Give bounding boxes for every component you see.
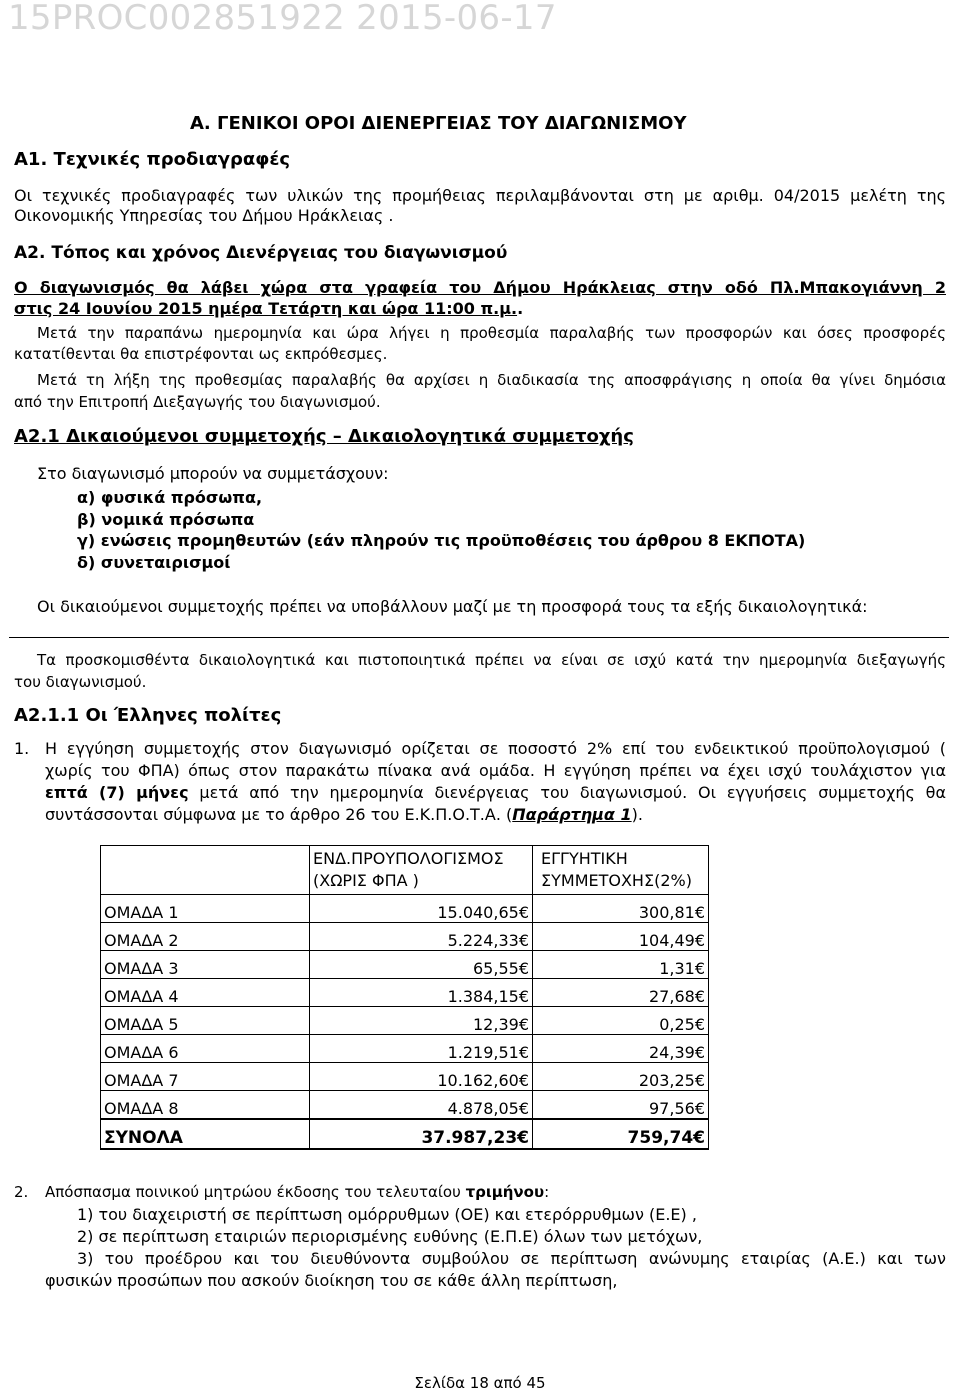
- guarantee-table-row: [101, 895, 709, 923]
- a21-item-supplier-unions: γ) ενώσεις προμηθευτών (εάν πληρούν τις προϋποθέσεις του άρθρου 8 ΕΚΠΟΤΑ): [77, 531, 806, 550]
- a211-item1-number: 1.: [14, 739, 30, 758]
- group-name-cell: ΟΜΑΔΑ 1: [101, 895, 310, 923]
- a2-venue-date: στις 24 Ιουνίου 2015 ημέρα Τετάρτη και ώρα 11:00 π.μ.: [14, 299, 518, 318]
- header-empty-cell: [101, 846, 310, 895]
- a21-docs-line: Οι δικαιούμενοι συμμετοχής πρέπει να υποβάλλουν μαζί με τη προσφορά τους τα εξής δικαιολογητικά:: [37, 597, 868, 616]
- guarantee-cell: 0,25€: [533, 1007, 709, 1035]
- budget-cell: 1.219,51€: [310, 1035, 533, 1063]
- a211-item1-line4: [45, 805, 643, 824]
- guarantee-table-total-row: [101, 1119, 709, 1149]
- a2-title: Α2. Τόπος και χρόνος Διενέργειας του διαγωνισμού: [14, 243, 508, 263]
- a211-item1-line3: [45, 783, 946, 802]
- budget-cell: 5.224,33€: [310, 923, 533, 951]
- a21-item-cooperatives: δ) συνεταιρισμοί: [77, 553, 231, 572]
- a21-validity-line2: του διαγωνισμού.: [14, 673, 147, 691]
- guarantee-table-row: [101, 1091, 709, 1120]
- header-guarantee: ΕΓΓΥΗΤΙΚΗ ΣΥΜΜΕΤΟΧΗΣ(2%): [533, 846, 709, 895]
- budget-cell: 10.162,60€: [310, 1063, 533, 1091]
- item2-intro-bold: τριμήνου: [465, 1183, 545, 1201]
- guarantee-cell: 1,31€: [533, 951, 709, 979]
- annex-1-link[interactable]: Παράρτημα 1: [512, 805, 632, 824]
- a21-validity-line1: Τα προσκομισθέντα δικαιολογητικά και πιστοποιητικά πρέπει να είναι σε ισχύ κατά την ημερομηνία διεξαγωγής: [37, 651, 946, 669]
- a211-item1-duration: επτά (7) μήνες: [45, 783, 189, 802]
- total-budget: 37.987,23€: [310, 1119, 533, 1149]
- group-name-cell: ΟΜΑΔΑ 7: [101, 1063, 310, 1091]
- a211-item1-line4-end: ).: [631, 805, 643, 824]
- a2-deadline-line2: κατατίθενται θα επιστρέφονται ως εκπρόθεσμες.: [14, 345, 388, 363]
- guarantee-table-row: [101, 1035, 709, 1063]
- group-name-cell: ΟΜΑΔΑ 8: [101, 1091, 310, 1120]
- group-name-cell: ΟΜΑΔΑ 4: [101, 979, 310, 1007]
- guarantee-cell: 24,39€: [533, 1035, 709, 1063]
- a21-item-natural-persons: α) φυσικά πρόσωπα,: [77, 488, 263, 507]
- a211-item1-line2: χωρίς του ΦΠΑ) όπως στον παρακάτω πίνακα ανά ομάδα. Η εγγύηση πρέπει να έχει ισχύ τουλάχιστον για: [45, 761, 946, 780]
- section-divider: [9, 637, 949, 638]
- a211-title: Α2.1.1 Οι Έλληνες πολίτες: [14, 705, 282, 726]
- item2-sub1: 1) του διαχειριστή σε περίπτωση ομόρρυθμων (ΟΕ) και ετερόρρυθμων (Ε.Ε) ,: [77, 1205, 697, 1224]
- a1-title: Α1. Τεχνικές προδιαγραφές: [14, 149, 291, 170]
- a21-item-legal-persons: β) νομικά πρόσωπα: [77, 510, 255, 529]
- group-name-cell: ΟΜΑΔΑ 5: [101, 1007, 310, 1035]
- guarantee-cell: 27,68€: [533, 979, 709, 1007]
- item2-sub3-line1: 3) του προέδρου και του διευθύνοντα συμβούλου σε περίπτωση ανώνυμης εταιρίας (Α.Ε.) και των: [77, 1249, 946, 1268]
- budget-cell: 1.384,15€: [310, 979, 533, 1007]
- a21-intro: Στο διαγωνισμό μπορούν να συμμετάσχουν:: [37, 464, 389, 483]
- group-name-cell: ΟΜΑΔΑ 2: [101, 923, 310, 951]
- item2-intro: Απόσπασμα ποινικού μητρώου έκδοσης του τελευταίου τριμήνου:: [45, 1183, 550, 1201]
- a1-text-line1: Οι τεχνικές προδιαγραφές των υλικών της προμήθειας περιλαμβάνονται στη με αριθμ. 04/2015 μελέτη της: [14, 186, 946, 205]
- total-label: ΣΥΝΟΛΑ: [101, 1119, 310, 1149]
- a2-venue-line2: [14, 299, 523, 318]
- a211-item1-line4-start: συντάσσονται σύμφωνα με το άρθρο 26 του Ε.Κ.Π.Ο.Τ.Α. (: [45, 805, 513, 824]
- group-name-cell: ΟΜΑΔΑ 3: [101, 951, 310, 979]
- guarantee-table-row: [101, 1063, 709, 1091]
- budget-cell: 15.040,65€: [310, 895, 533, 923]
- document-id-watermark: 15PROC002851922 2015-06-17: [8, 0, 557, 38]
- guarantee-cell: 104,49€: [533, 923, 709, 951]
- a1-text-line2: Οικονομικής Υπηρεσίας του Δήμου Ηράκλειας .: [14, 206, 394, 225]
- section-a-heading: Α. ΓΕΝΙΚΟΙ ΟΡΟΙ ΔΙΕΝΕΡΓΕΙΑΣ ΤΟΥ ΔΙΑΓΩΝΙΣΜΟΥ: [190, 113, 687, 134]
- guarantee-cell: 97,56€: [533, 1091, 709, 1120]
- guarantee-table-row: [101, 923, 709, 951]
- page-number-footer: Σελίδα 18 από 45: [414, 1374, 546, 1392]
- budget-cell: 65,55€: [310, 951, 533, 979]
- guarantee-table-row: [101, 1007, 709, 1035]
- group-name-cell: ΟΜΑΔΑ 6: [101, 1035, 310, 1063]
- a211-item1-line1: Η εγγύηση συμμετοχής στον διαγωνισμό ορίζεται σε ποσοστό 2% επί του ενδεικτικού προϋπολογισμού (: [45, 739, 946, 758]
- total-guarantee: 759,74€: [533, 1119, 709, 1149]
- guarantee-table: [100, 845, 709, 1150]
- budget-cell: 4.878,05€: [310, 1091, 533, 1120]
- a2-venue-date-tail: .: [517, 299, 524, 318]
- item2-sub3-line2: φυσικών προσώπων που ασκούν διοίκηση του σε κάθε άλλη περίπτωση,: [45, 1271, 618, 1290]
- a2-venue-line1: Ο διαγωνισμός θα λάβει χώρα στα γραφεία του Δήμου Ηράκλειας στην οδό Πλ.Μπακογιάννη 2: [14, 278, 946, 297]
- header-budget: ΕΝΔ.ΠΡΟΥΠΟΛΟΓΙΣΜΟΣ (ΧΩΡΙΣ ΦΠΑ ): [310, 846, 533, 895]
- item2-number: 2.: [14, 1183, 29, 1201]
- a2-opening-line1: Μετά τη λήξη της προθεσμίας παραλαβής θα αρχίσει η διαδικασία της αποσφράγισης η οποία θα γίνει δημόσια: [37, 371, 946, 389]
- a211-item1-line3-rest: μετά από την ημερομηνία διενέργειας του διαγωνισμού. Οι εγγυήσεις συμμετοχής θα: [188, 783, 947, 802]
- guarantee-table-row: [101, 951, 709, 979]
- a2-opening-line2: από την Επιτροπή Διεξαγωγής του διαγωνισμού.: [14, 393, 381, 411]
- guarantee-cell: 203,25€: [533, 1063, 709, 1091]
- a2-deadline-line1: Μετά την παραπάνω ημερομηνία και ώρα λήγει η προθεσμία παραλαβής των προσφορών και όσες προσφορές: [37, 324, 946, 342]
- budget-cell: 12,39€: [310, 1007, 533, 1035]
- guarantee-table-header: [101, 846, 709, 895]
- guarantee-table-row: [101, 979, 709, 1007]
- guarantee-cell: 300,81€: [533, 895, 709, 923]
- a21-title: Α2.1 Δικαιούμενοι συμμετοχής – Δικαιολογητικά συμμετοχής: [14, 426, 634, 447]
- item2-sub2: 2) σε περίπτωση εταιριών περιορισμένης ευθύνης (Ε.Π.Ε) όλων των μετόχων,: [77, 1227, 703, 1246]
